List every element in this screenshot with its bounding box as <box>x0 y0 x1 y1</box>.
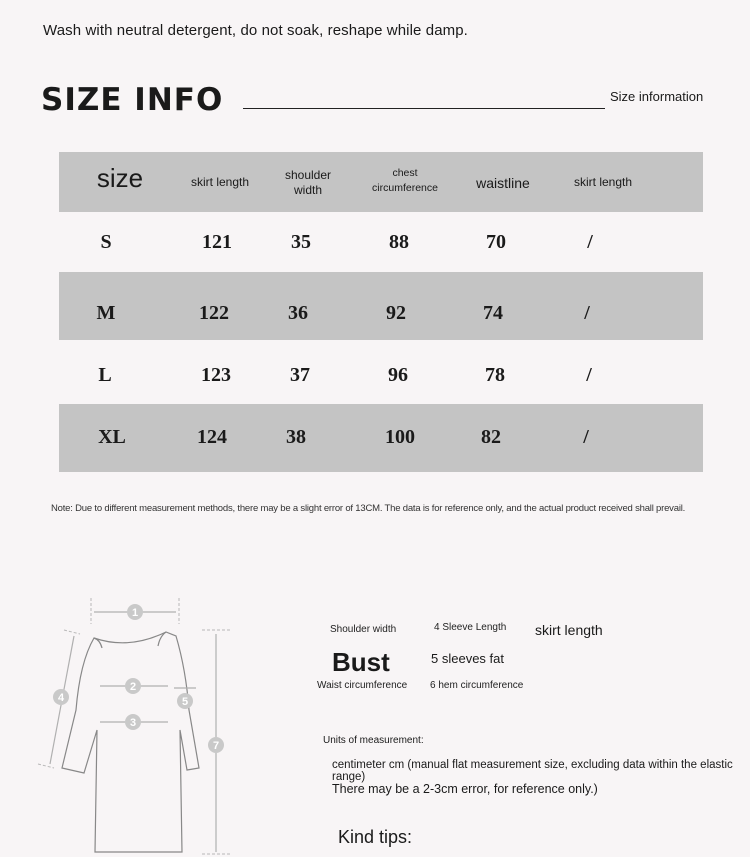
care-instructions: Wash with neutral detergent, do not soak, reshape while damp. <box>43 22 468 39</box>
skirt-length-2-cell: / <box>584 302 590 324</box>
size-cell: M <box>96 302 116 324</box>
section-subtitle: Size information <box>610 89 704 104</box>
header-shoulder-width <box>285 168 331 198</box>
skirt-length-2-cell: / <box>587 231 593 253</box>
skirt-length-2-cell: / <box>583 426 589 448</box>
units-label: Units of measurement: <box>323 735 424 746</box>
marker-2-label: 2 <box>129 681 137 693</box>
dim-guide <box>38 764 54 768</box>
skirt-length-cell: 124 <box>197 426 227 448</box>
legend-sleeves-fat: 5 sleeves fat <box>431 651 504 666</box>
legend-bust: Bust <box>332 647 390 677</box>
table-row <box>59 340 703 404</box>
header-shoulder-line1: shoulder <box>284 168 332 182</box>
table-header-row <box>59 152 703 212</box>
header-skirt-length: skirt length <box>190 175 250 189</box>
shoulder-width-cell: 37 <box>290 364 310 386</box>
marker-4-label: 4 <box>57 692 65 704</box>
waist-cell: 78 <box>485 364 505 386</box>
header-chest-line2: circumference <box>372 182 438 194</box>
measurement-note: Note: Due to different measurement methods, there may be a slight error of 13CM. The data is for reference only, and the actual product received shall prevail. <box>51 503 686 514</box>
marker-5-label: 5 <box>181 696 189 708</box>
header-size: size <box>96 163 144 193</box>
waist-cell: 74 <box>483 302 503 324</box>
shoulder-width-cell: 35 <box>291 231 311 253</box>
size-cell: L <box>98 364 112 386</box>
table-row <box>59 272 703 340</box>
waist-cell: 82 <box>481 426 501 448</box>
table-row <box>59 404 703 472</box>
header-waistline: waistline <box>476 175 530 191</box>
kind-tips-heading: Kind tips: <box>338 827 413 847</box>
dress-outline <box>62 632 199 852</box>
legend-shoulder-width: Shoulder width <box>330 624 397 635</box>
shoulder-width-cell: 38 <box>286 426 306 448</box>
marker-1-label: 1 <box>131 607 139 619</box>
legend-skirt-length: skirt length <box>535 622 603 638</box>
marker-7-label: 7 <box>212 740 220 752</box>
error-note: There may be a 2-3cm error, for reference only.) <box>332 782 598 796</box>
chest-cell: 92 <box>386 302 406 324</box>
table-row <box>59 212 703 272</box>
units-description: centimeter cm (manual flat measurement size, excluding data within the elastic range) <box>332 759 733 783</box>
size-cell: S <box>100 231 112 253</box>
marker-3-label: 3 <box>129 717 137 729</box>
skirt-length-2-cell: / <box>586 364 592 386</box>
skirt-length-cell: 121 <box>202 231 232 253</box>
shoulder-width-cell: 36 <box>288 302 308 324</box>
header-chest-circumference <box>372 166 438 196</box>
title-divider <box>243 108 605 109</box>
header-skirt-length-2: skirt length <box>573 175 633 189</box>
skirt-length-cell: 122 <box>199 302 229 324</box>
dim-guide <box>64 630 80 634</box>
size-cell: XL <box>98 426 126 448</box>
header-chest-line1: chest <box>392 167 418 179</box>
legend-hem-circumference: 6 hem circumference <box>430 680 524 691</box>
legend-sleeve-length: 4 Sleeve Length <box>434 622 507 633</box>
header-shoulder-line2: width <box>293 183 322 197</box>
chest-cell: 96 <box>388 364 408 386</box>
chest-cell: 100 <box>385 426 415 448</box>
dress-measurement-diagram <box>34 590 264 857</box>
section-title: SIZE INFO <box>41 82 224 118</box>
waist-cell: 70 <box>486 231 506 253</box>
chest-cell: 88 <box>389 231 409 253</box>
legend-waist-circumference: Waist circumference <box>317 680 408 691</box>
skirt-length-cell: 123 <box>201 364 231 386</box>
